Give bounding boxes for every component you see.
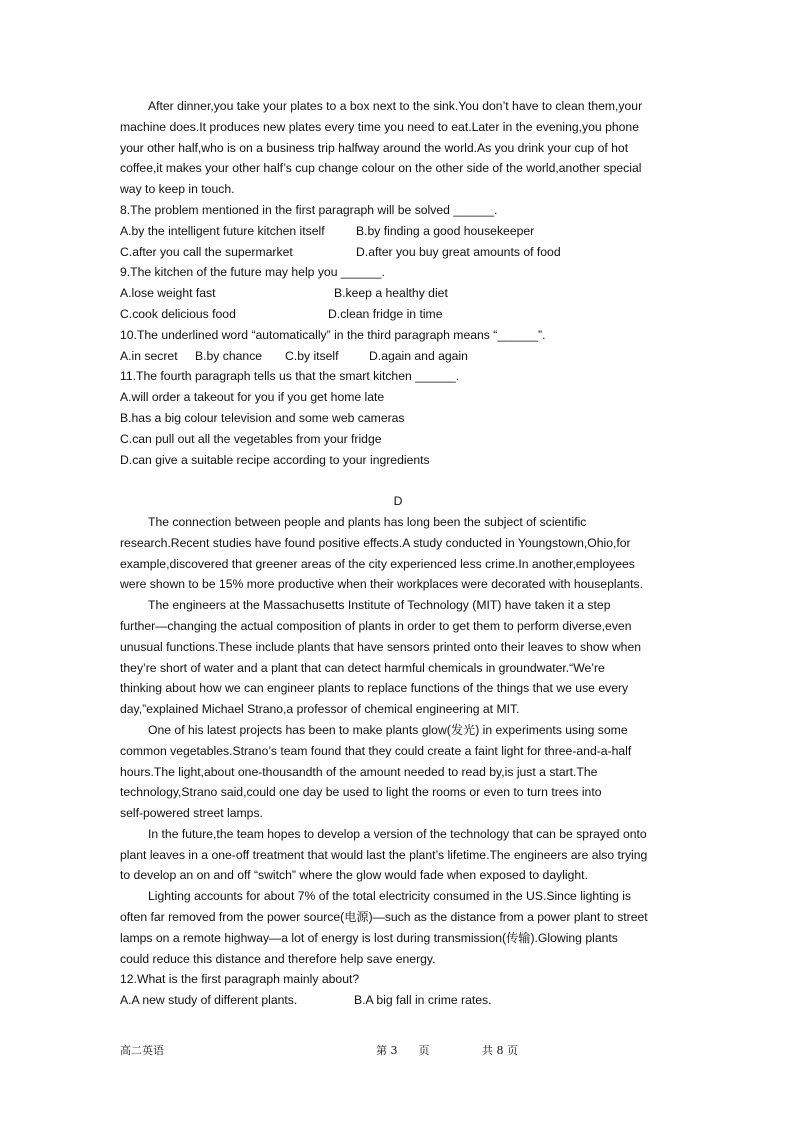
question-12-options-row (120, 990, 680, 1011)
passage-d-line: Lighting accounts for about 7% of the total electricity consumed in the US.Since lighting is (148, 889, 632, 904)
question-9-option-c: C.cook delicious food (120, 306, 236, 321)
passage-c-line: your other half,who is on a business trip halfway around the world.As you drink your cup of hot (120, 140, 629, 155)
passage-d-line: were shown to be 15% more productive when their workplaces were decorated with houseplants. (120, 577, 643, 592)
question-12-stem: 12.What is the first paragraph mainly about? (120, 972, 360, 987)
question-8-option-b: B.by finding a good housekeeper (356, 223, 535, 238)
question-11-option-c: C.can pull out all the vegetables from your fridge (120, 431, 382, 446)
passage-d-line: they’re short of water and a plant that can detect harmful chemicals in groundwater.“We’re (120, 660, 605, 675)
passage-d-line: day,”explained Michael Strano,a professor of chemical engineering at MIT. (120, 702, 520, 717)
blank-line (120, 470, 680, 491)
passage-c-line: machine does.It produces new plates every time you need to eat.Later in the evening,you phone (120, 119, 639, 134)
question-8-options-row-1 (120, 221, 680, 242)
page-content (120, 96, 680, 1011)
passage-c-line: way to keep in touch. (120, 182, 235, 197)
question-8-options-row-2 (120, 242, 680, 263)
passage-d-line: example,discovered that greener areas of the city experienced less crime.In another,employees (120, 556, 635, 571)
question-10-stem: 10.The underlined word “automatically” in the third paragraph means “______”. (120, 327, 546, 342)
passage-d-line: The engineers at the Massachusetts Institute of Technology (MIT) have taken it a step (148, 598, 611, 613)
question-9-option-d: D.clean fridge in time (328, 306, 443, 321)
question-9-stem: 9.The kitchen of the future may help you ______. (120, 265, 385, 280)
question-8-stem: 8.The problem mentioned in the first paragraph will be solved ______. (120, 202, 498, 217)
question-10-option-d: D.again and again (369, 348, 468, 363)
question-9-options-row-1 (120, 283, 680, 304)
passage-d-line: thinking about how we can engineer plants to replace functions of the things that we use every (120, 681, 629, 696)
question-9-options-row-2 (120, 304, 680, 325)
question-9-option-b: B.keep a healthy diet (334, 286, 448, 301)
question-10-option-b: B.by chance (195, 348, 263, 363)
passage-d-line: technology,Strano said,could one day be used to light the rooms or even to turn trees into (120, 785, 602, 800)
passage-d-line: often far removed from the power source(电源)—such as the distance from a power plant to street (120, 910, 648, 925)
passage-d-line: The connection between people and plants has long been the subject of scientific (148, 514, 587, 529)
question-11-option-a: A.will order a takeout for you if you get home late (120, 390, 385, 405)
question-10-option-c: C.by itself (285, 348, 339, 363)
passage-d-line: self-powered street lamps. (120, 806, 263, 821)
passage-d-line: plant leaves in a one-off treatment that would last the plant’s lifetime.The engineers are also trying (120, 847, 648, 862)
passage-d-line: One of his latest projects has been to make plants glow(发光) in experiments using some (148, 722, 628, 737)
question-11-stem: 11.The fourth paragraph tells us that the smart kitchen ______. (120, 369, 460, 384)
question-11-option-b: B.has a big colour television and some web cameras (120, 410, 405, 425)
passage-d-line: to develop an on and off “switch” where the glow would fade when exposed to daylight. (120, 868, 588, 883)
passage-d-line: unusual functions.These include plants that have sensors printed onto their leaves to show when (120, 639, 641, 654)
passage-d-line: research.Recent studies have found positive effects.A study conducted in Youngstown,Ohio,for (120, 535, 631, 550)
question-12-option-b: B.A big fall in crime rates. (354, 993, 492, 1008)
passage-d-line: hours.The light,about one-thousandth of the amount needed to read by,is just a start.The (120, 764, 598, 779)
question-9-option-a: A.lose weight fast (120, 286, 216, 301)
passage-d-line: common vegetables.Strano’s team found that they could create a faint light for three-and-a-half (120, 743, 632, 758)
passage-d-line: lamps on a remote highway—a lot of energy is lost during transmission(传输).Glowing plants (120, 930, 618, 945)
question-11-option-d: D.can give a suitable recipe according to your ingredients (120, 452, 430, 467)
section-d-title: D (393, 494, 403, 509)
footer-page-number: 第 3 页 (376, 1044, 430, 1057)
passage-c-line: coffee,it makes your other half’s cup change colour on the other side of the world,another special (120, 161, 642, 176)
question-8-option-c: C.after you call the supermarket (120, 244, 293, 259)
footer-total-pages: 共 8 页 (482, 1044, 518, 1057)
footer-subject: 高二英语 (120, 1044, 164, 1057)
question-10-option-a: A.in secret (120, 348, 178, 363)
passage-d-line: further—changing the actual composition of plants in order to get them to perform diverse,even (120, 618, 632, 633)
question-8-option-d: D.after you buy great amounts of food (356, 244, 561, 259)
passage-d-line: could reduce this distance and therefore help save energy. (120, 951, 436, 966)
page-footer (0, 1042, 794, 1060)
question-10-options-row (120, 346, 680, 367)
question-8-option-a: A.by the intelligent future kitchen itself (120, 223, 325, 238)
passage-c-line: After dinner,you take your plates to a box next to the sink.You don’t have to clean them,your (148, 99, 643, 113)
passage-d-line: In the future,the team hopes to develop a version of the technology that can be sprayed onto (148, 826, 647, 841)
question-12-option-a: A.A new study of different plants. (120, 993, 298, 1008)
